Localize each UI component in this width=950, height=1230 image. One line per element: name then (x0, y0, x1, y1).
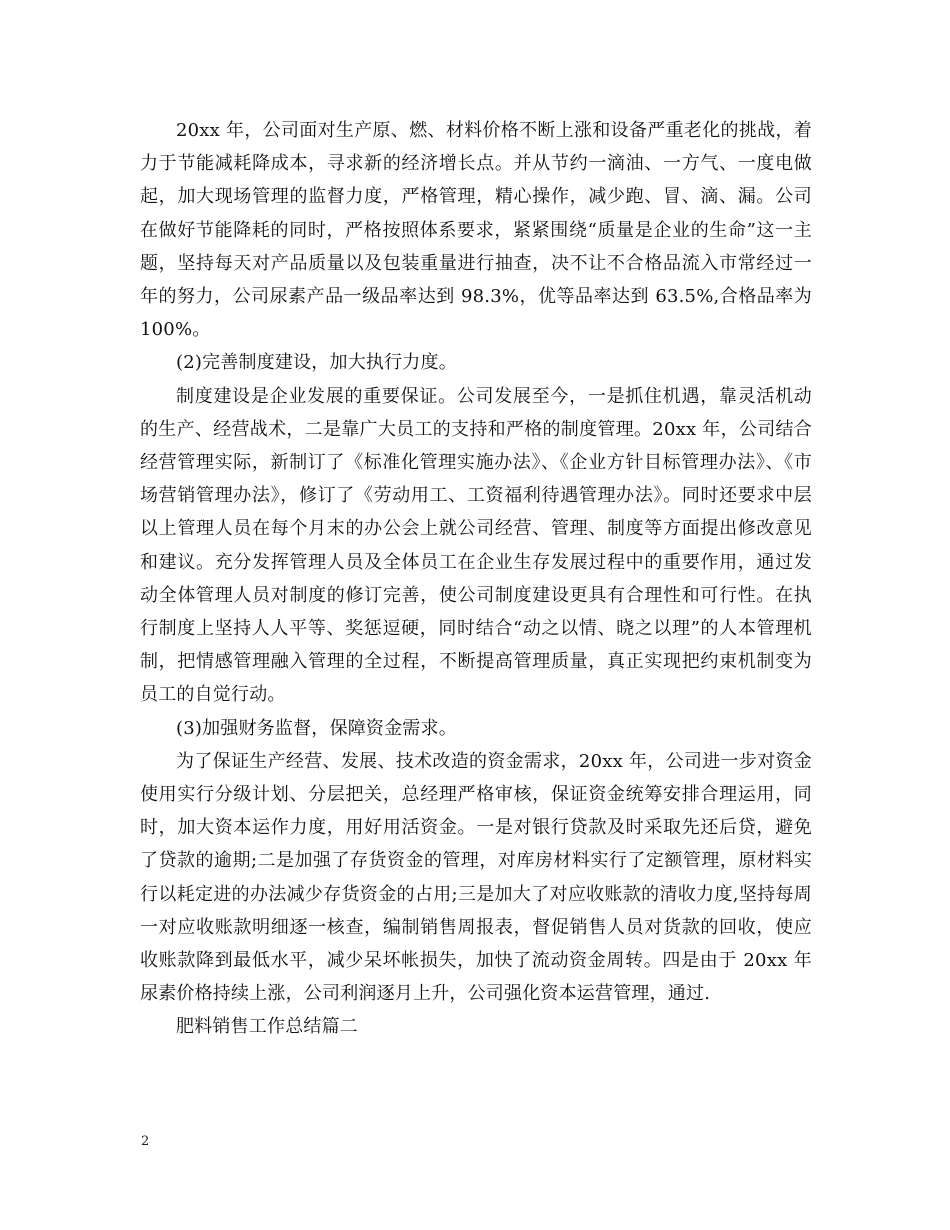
heading-system-building: (2)完善制度建设，加大执行力度。 (176, 352, 457, 374)
paragraph-system-building: 制度建设是企业发展的重要保证。公司发展至今，一是抓住机遇，靠灵活机动的生产、经营战术，二是靠广大员工的支持和严格的制度管理。20xx 年，公司结合经营管理实际，新制订了《标准化管理实施办法》、《企业方针目标管理办法》、《市场营销管理办法》，修订了《劳动用工、工资福利待遇管理办法》。同时还要求中层以上管理人员在每个月末的办公会上就公司经营、管理、制度等方面提出修改意见和建议。充分发挥管理人员及全体员工在企业生存发展过程中的重要作用，通过发动全体管理人员对制度的修订完善，使公司制度建设更具有合理性和可行性。在执行制度上坚持人人平等、奖惩逗硬，同时结合“动之以情、晓之以理”的人本管理机制，把情感管理融入管理的全过程，不断提高管理质量，真正实现把约束机制变为员工的自觉行动。 (140, 385, 812, 706)
document-body (140, 114, 812, 1044)
page-number: 2 (141, 1134, 150, 1149)
paragraph-financial-supervision: 为了保证生产经营、发展、技术改造的资金需求，20xx 年，公司进一步对资金使用实行分级计划、分层把关，总经理严格审核，保证资金统筹安排合理运用，同时，加大资本运作力度，用好用活资金。一是对银行贷款及时采取先还后贷，避免了贷款的逾期;二是加强了存货资金的管理，对库房材料实行了定额管理，原材料实行以耗定进的办法减少存货资金的占用;三是加大了对应收账款的清收力度,坚持每周一对应收账款明细逐一核查，编制销售周报表，督促销售人员对货款的回收，使应收账款降到最低水平，减少呆坏帐损失，加快了流动资金周转。四是由于 20xx 年尿素价格持续上涨，公司利润逐月上升，公司强化资本运营管理，通过. (140, 750, 812, 1005)
heading-financial-supervision: (3)加强财务监督，保障资金需求。 (176, 717, 457, 739)
section-title: 肥料销售工作总结篇二 (176, 1016, 358, 1038)
paragraph-energy-saving: 20xx 年，公司面对生产原、燃、材料价格不断上涨和设备严重老化的挑战，着力于节能减耗降成本，寻求新的经济增长点。并从节约一滴油、一方气、一度电做起，加大现场管理的监督力度，严格管理，精心操作，减少跑、冒、滴、漏。公司在做好节能降耗的同时，严格按照体系要求，紧紧围绕“质量是企业的生命”这一主题，坚持每天对产品质量以及包装重量进行抽查，决不让不合格品流入市常经过一年的努力，公司尿素产品一级品率达到 98.3%，优等品率达到 63.5%,合格品率为 100%。 (140, 120, 812, 341)
